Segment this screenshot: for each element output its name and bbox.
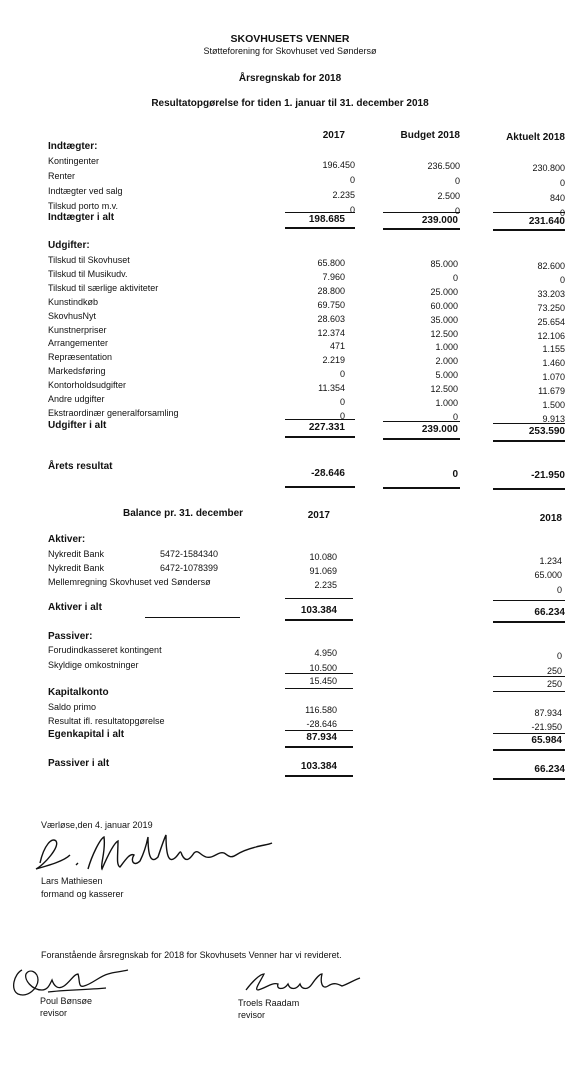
auditor2-name: Troels Raadam: [238, 998, 300, 1008]
income-heading: Indtægter:: [48, 141, 98, 152]
divider: [285, 598, 353, 599]
expense-row-2017: 0: [339, 369, 345, 380]
expense-row-2017: 11.354: [318, 383, 345, 394]
divider: [493, 440, 565, 442]
divider: [285, 730, 353, 731]
income-row-label: Kontingenter: [48, 156, 100, 166]
expense-row-actual: 0: [559, 274, 565, 285]
expenses-heading: Udgifter:: [48, 240, 90, 251]
place-date: Værløse,den 4. januar 2019: [41, 820, 153, 830]
expense-row-label: Repræsentation: [48, 352, 113, 363]
divider: [493, 749, 565, 751]
expense-row-2017: 12.374: [317, 327, 345, 338]
expense-row-budget: 25.000: [430, 286, 458, 297]
liability-row-2017: 10.500: [309, 663, 337, 673]
equity-total-2017: 87.934: [306, 732, 337, 743]
expense-row-label: Kunstnerpriser: [48, 324, 107, 335]
income-row-2017: 0: [349, 175, 355, 185]
expense-row-budget: 2.000: [435, 356, 458, 367]
divider: [493, 600, 565, 601]
asset-row-account: 5472-1584340: [160, 549, 219, 559]
expense-row-label: Tilskud til Skovhuset: [48, 255, 130, 265]
divider: [493, 691, 565, 692]
divider: [285, 227, 355, 229]
expense-row-2017: 0: [339, 410, 345, 421]
income-row-budget: 2.500: [437, 191, 460, 201]
expense-row-2017: 7.960: [322, 271, 345, 282]
divider: [383, 487, 460, 489]
divider: [493, 733, 565, 734]
expense-row-2017: 28.800: [317, 285, 345, 296]
expense-row-2017: 28.603: [317, 313, 345, 324]
expense-row-actual: 25.654: [537, 316, 565, 327]
equity-row-2017: 116.580: [305, 705, 337, 715]
expense-row-2017: 0: [339, 397, 345, 407]
asset-row-2018: 0: [556, 585, 562, 595]
divider: [285, 436, 355, 438]
expense-row-label: Arrangementer: [48, 338, 109, 349]
expense-row-actual: 33.203: [537, 288, 565, 299]
statement-title: Resultatopgørelse for tiden 1. januar til 31. december 2018: [151, 98, 429, 109]
asset-row-label: Nykredit Bank: [48, 563, 105, 573]
income-row-label: Indtægter ved salg: [48, 186, 123, 196]
divider: [493, 676, 565, 677]
asset-row-2018: 1.234: [539, 556, 562, 566]
signer-role: formand og kasserer: [41, 889, 124, 899]
signer-name: Lars Mathiesen: [41, 876, 103, 886]
liability-row-label: Skyldige omkostninger: [48, 660, 139, 670]
liability-row-label: Forudindkasseret kontingent: [48, 645, 162, 655]
divider: [285, 419, 355, 420]
expense-row-label: SkovhusNyt: [48, 310, 97, 321]
expense-row-2017: 69.750: [317, 299, 345, 310]
liability-row-2018: 0: [556, 651, 562, 661]
expense-row-actual: 1.070: [542, 372, 565, 383]
expense-row-budget: 85.000: [430, 259, 458, 269]
expense-row-2017: 471: [329, 341, 345, 352]
income-row-2017: 2.235: [332, 190, 355, 200]
auditor1-name: Poul Bønsøe: [40, 996, 93, 1006]
equity-total-label: Egenkapital i alt: [48, 729, 125, 740]
liability-row-2018: 250: [546, 666, 562, 676]
divider: [493, 229, 565, 231]
expenses-total-budget: 239.000: [421, 424, 458, 435]
income-total-2017: 198.685: [308, 214, 345, 225]
income-row-actual: 230.800: [532, 163, 565, 173]
divider: [383, 438, 460, 440]
expense-row-budget: 5.000: [435, 370, 458, 381]
expense-row-budget: 12.500: [430, 328, 458, 339]
equity-row-2017: -28.646: [306, 719, 337, 729]
liability-row-2017: 4.950: [314, 648, 337, 658]
expense-row-label: Kunstindkøb: [48, 296, 99, 307]
expense-row-label: Ekstraordinær generalforsamling: [48, 407, 179, 418]
divider: [493, 423, 565, 424]
expense-row-budget: 0: [452, 272, 458, 283]
signature-mathiesen: [30, 825, 275, 875]
liabilities-subtotal-2017: 15.450: [309, 676, 337, 686]
divider: [383, 212, 460, 213]
assets-total-2018: 66.234: [534, 607, 565, 618]
equity-total-2018: 65.984: [531, 735, 562, 746]
equity-heading: Kapitalkonto: [48, 687, 109, 698]
income-row-label: Tilskud porto m.v.: [48, 201, 119, 211]
asset-row-label: Mellemregning Skovhuset ved Søndersø: [48, 577, 211, 587]
auditor2-role: revisor: [238, 1010, 266, 1020]
asset-row-2018: 65.000: [534, 570, 562, 580]
asset-row-label: Nykredit Bank: [48, 549, 105, 559]
divider: [285, 212, 355, 213]
liabilities-total-label: Passiver i alt: [48, 758, 110, 769]
divider: [285, 486, 355, 488]
expense-row-budget: 12.500: [430, 384, 458, 395]
income-row-budget: 0: [454, 206, 460, 216]
expense-row-actual: 1.500: [542, 400, 565, 410]
income-total-actual: 231.640: [528, 216, 565, 227]
expense-row-label: Andre udgifter: [48, 394, 105, 404]
liabilities-total-2017: 103.384: [300, 761, 337, 772]
expense-row-budget: 0: [452, 411, 458, 422]
result-budget: 0: [452, 469, 458, 480]
income-row-2017: 196.450: [322, 160, 355, 170]
balance-column-2017: 2017: [307, 510, 330, 521]
assets-heading: Aktiver:: [48, 534, 86, 545]
expense-row-actual: 9.913: [542, 413, 565, 424]
expense-row-label: Kontorholdsudgifter: [48, 380, 127, 391]
organization-subtitle: Støtteforening for Skovhuset ved Søndersø: [203, 46, 377, 56]
expense-row-label: Tilskud til Musikudv.: [48, 268, 128, 279]
expense-row-actual: 1.155: [542, 344, 565, 355]
result-2017: -28.646: [311, 468, 345, 479]
balance-column-2018: 2018: [539, 513, 562, 524]
income-row-budget: 236.500: [427, 161, 460, 171]
income-row-actual: 840: [549, 193, 565, 203]
asset-row-2017: 10.080: [309, 552, 337, 562]
income-total-label: Indtægter i alt: [48, 212, 115, 223]
income-row-2017: 0: [349, 205, 355, 215]
signature-raadam: [238, 968, 368, 998]
divider: [493, 778, 565, 780]
divider: [285, 688, 353, 689]
organization-name: SKOVHUSETS VENNER: [230, 33, 350, 45]
assets-total-label: Aktiver i alt: [48, 602, 102, 613]
divider: [285, 673, 353, 674]
expense-row-2017: 65.800: [317, 258, 345, 268]
result-label: Årets resultat: [48, 461, 113, 472]
expense-row-budget: 35.000: [430, 314, 458, 325]
income-row-label: Renter: [48, 171, 76, 181]
divider: [383, 421, 460, 422]
expense-row-2017: 2.219: [322, 355, 345, 366]
asset-row-2017: 2.235: [314, 580, 337, 590]
balance-title: Balance pr. 31. december: [123, 508, 244, 519]
divider: [493, 488, 565, 490]
asset-row-account: 6472-1078399: [160, 563, 219, 573]
income-row-actual: 0: [559, 178, 565, 188]
column-header-2017: 2017: [322, 130, 345, 141]
expenses-total-actual: 253.590: [528, 426, 565, 437]
divider: [383, 228, 460, 230]
expense-row-budget: 1.000: [435, 342, 458, 353]
divider: [493, 621, 565, 623]
expense-row-label: Tilskud til særlige aktiviteter: [48, 282, 159, 293]
income-total-budget: 239.000: [421, 215, 458, 226]
equity-row-label: Resultat ifl. resultatopgørelse: [48, 716, 165, 726]
liabilities-total-2018: 66.234: [534, 764, 565, 775]
document-title: Årsregnskab for 2018: [238, 73, 342, 84]
equity-row-2018: 87.934: [534, 708, 562, 718]
expense-row-budget: 60.000: [430, 300, 458, 311]
result-actual: -21.950: [531, 470, 565, 481]
column-header-actual: Aktuelt 2018: [506, 132, 565, 143]
liabilities-heading: Passiver:: [48, 631, 93, 642]
expenses-total-label: Udgifter i alt: [48, 420, 107, 431]
asset-row-2017: 91.069: [309, 566, 337, 576]
equity-row-2018: -21.950: [531, 722, 562, 732]
expenses-total-2017: 227.331: [308, 422, 345, 433]
expense-row-actual: 12.106: [537, 330, 565, 341]
income-row-actual: 0: [559, 208, 565, 218]
expense-row-budget: 1.000: [435, 398, 458, 408]
expense-row-actual: 73.250: [537, 302, 565, 313]
divider: [145, 617, 240, 618]
divider: [285, 775, 353, 777]
assets-total-2017: 103.384: [300, 605, 337, 616]
income-row-budget: 0: [454, 176, 460, 186]
divider: [493, 212, 565, 213]
divider: [285, 619, 353, 621]
audit-statement: Foranstående årsregnskab for 2018 for Skovhusets Venner har vi revideret.: [41, 950, 342, 960]
divider: [285, 746, 353, 748]
expense-row-actual: 82.600: [537, 261, 565, 271]
column-header-budget: Budget 2018: [400, 130, 460, 141]
expense-row-label: Markedsføring: [48, 366, 106, 377]
auditor1-role: revisor: [40, 1008, 68, 1018]
expense-row-actual: 1.460: [542, 358, 565, 369]
expense-row-actual: 11.679: [538, 386, 565, 397]
liabilities-subtotal-2018: 250: [546, 679, 562, 689]
equity-row-label: Saldo primo: [48, 702, 97, 712]
